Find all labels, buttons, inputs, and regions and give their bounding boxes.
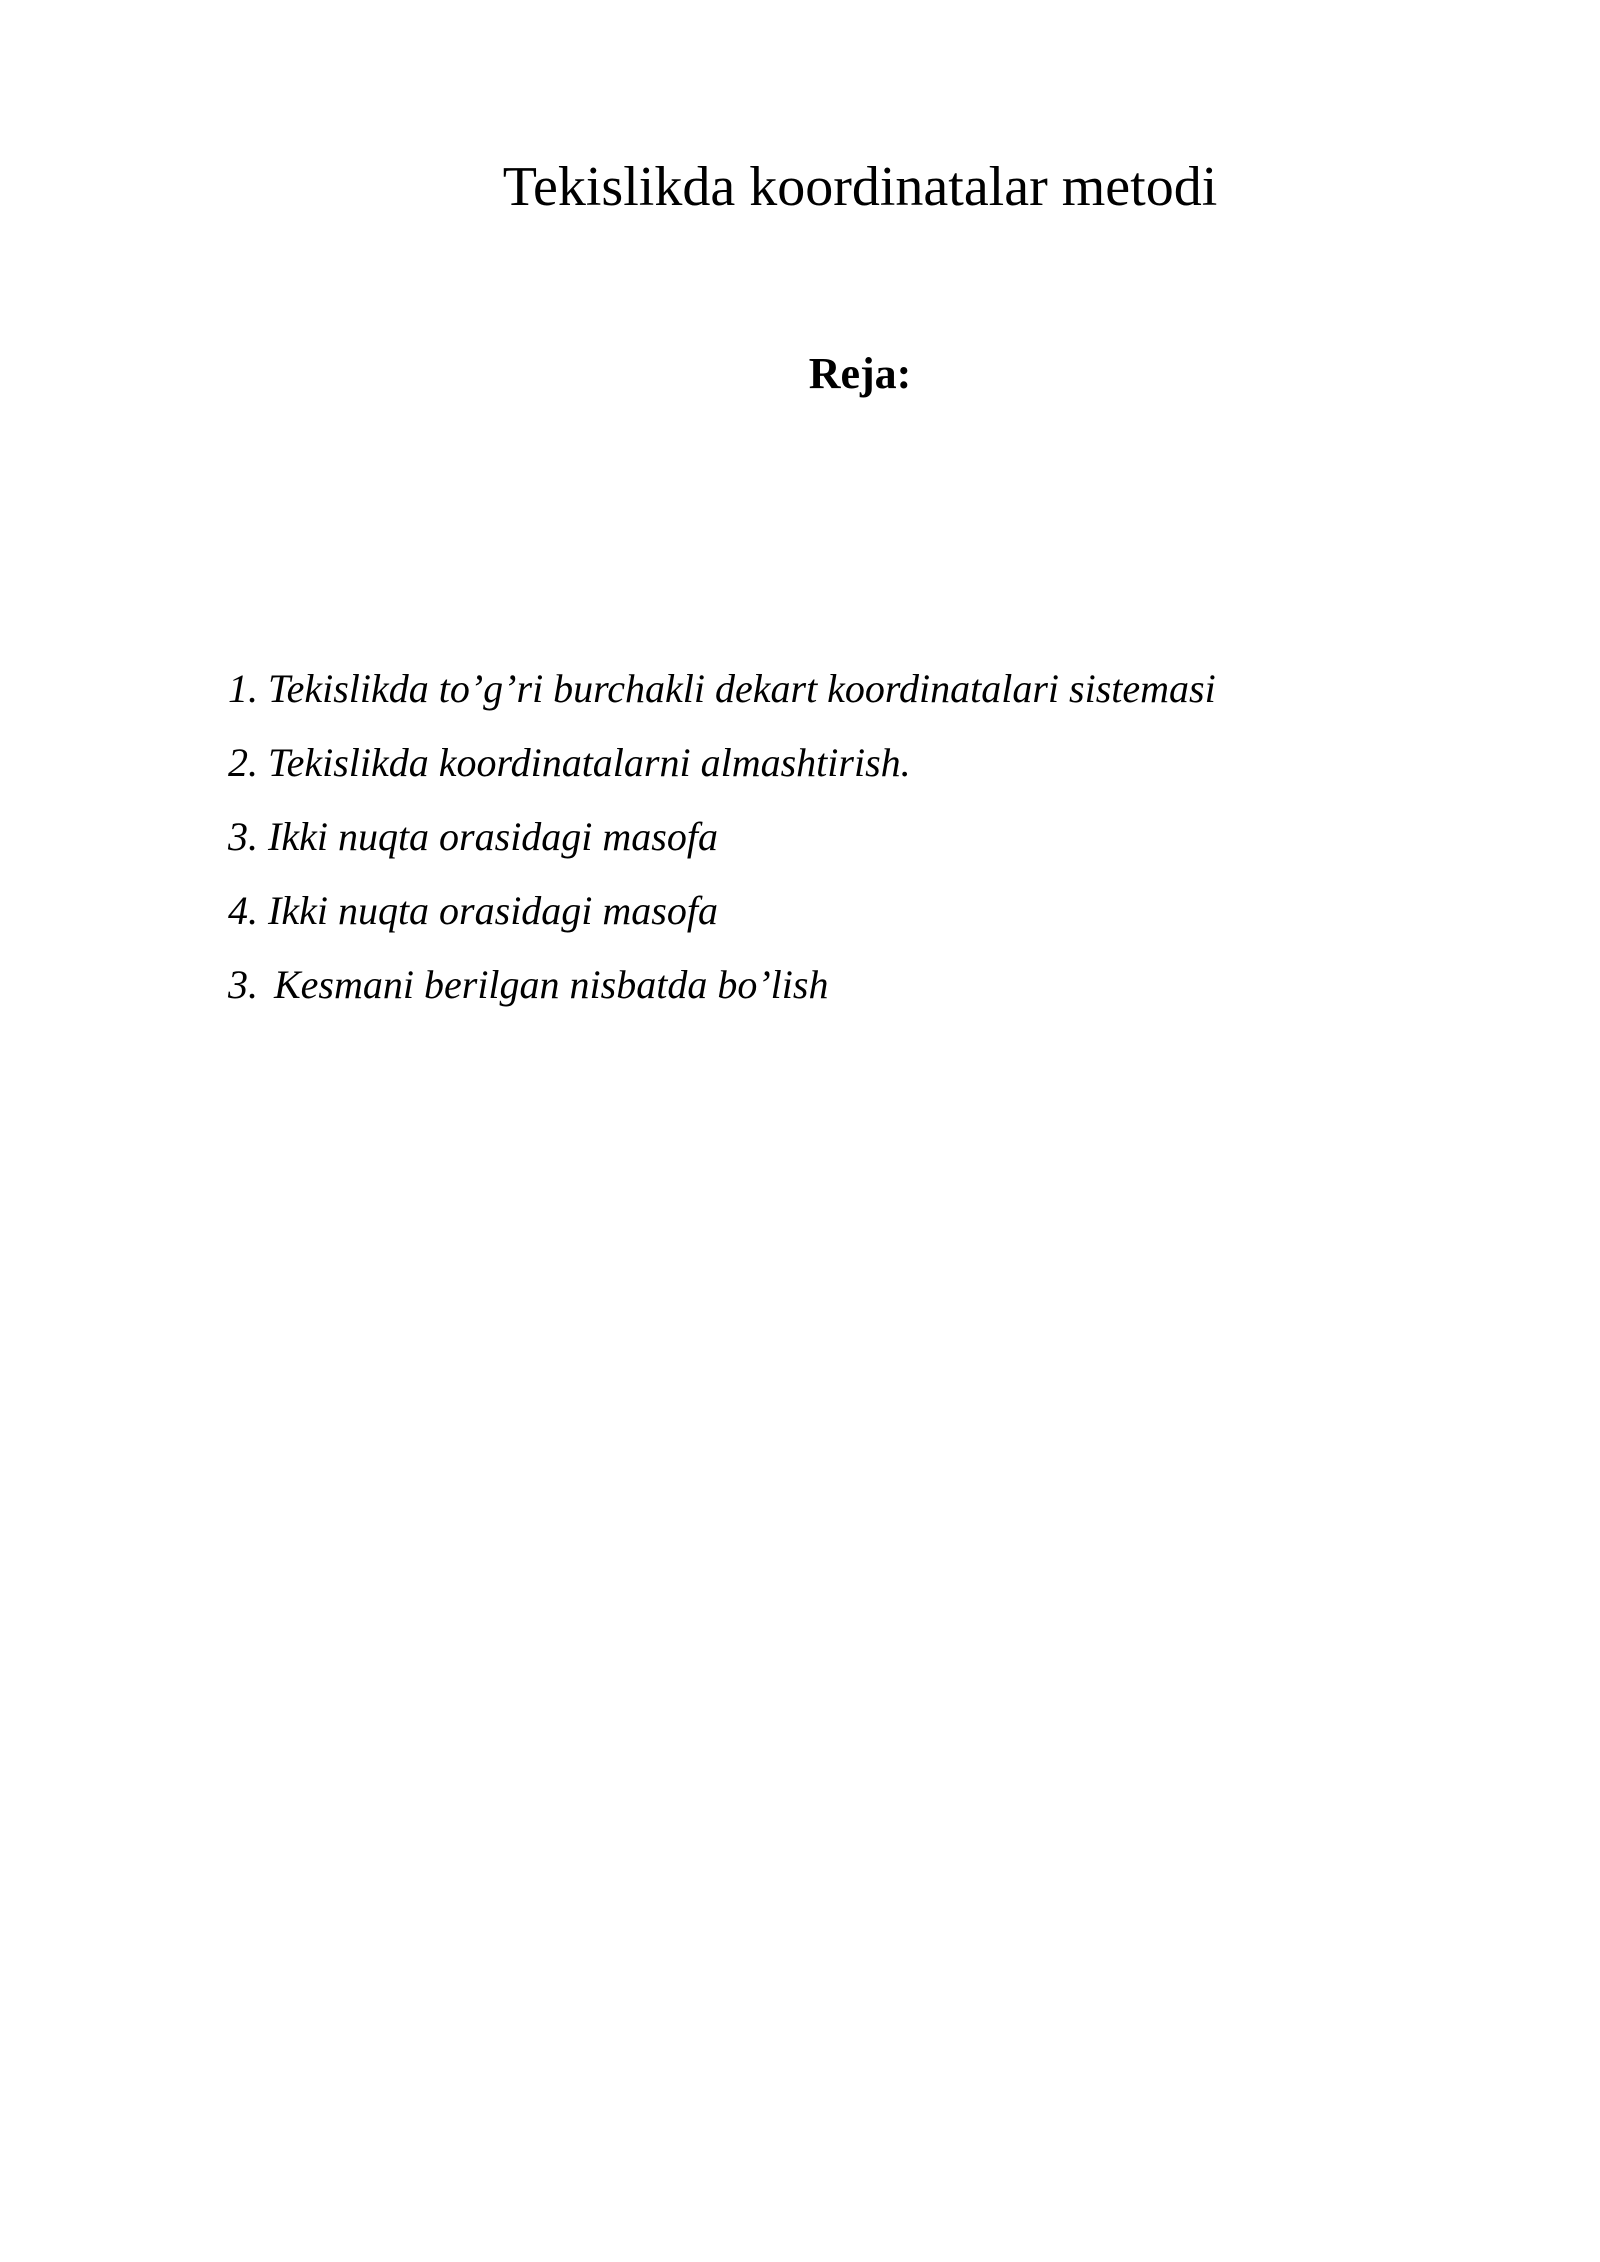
plan-item-text: Ikki nuqta orasidagi masofa (268, 814, 718, 859)
document-title: Tekislikda koordinatalar metodi (502, 156, 1218, 218)
plan-item-number: 1. (228, 666, 258, 711)
plan-heading: Reja: (808, 349, 912, 398)
plan-list (228, 664, 1216, 1034)
plan-item-number: 4. (228, 888, 258, 933)
plan-item-number: 2. (228, 740, 258, 785)
plan-item (228, 960, 1216, 1010)
plan-item-text: Ikki nuqta orasidagi masofa (268, 888, 718, 933)
plan-item (228, 664, 1216, 714)
plan-item (228, 738, 1216, 788)
plan-item-text: Tekislikda to’g’ri burchakli dekart koordinatalari sistemasi (268, 666, 1216, 711)
plan-item-text: Tekislikda koordinatalarni almashtirish. (268, 740, 911, 785)
plan-item (228, 886, 1216, 936)
plan-item-text: Kesmani berilgan nisbatda bo’lish (274, 962, 829, 1007)
plan-item-number: 3. (228, 962, 258, 1007)
plan-item (228, 812, 1216, 862)
plan-item-number: 3. (228, 814, 258, 859)
